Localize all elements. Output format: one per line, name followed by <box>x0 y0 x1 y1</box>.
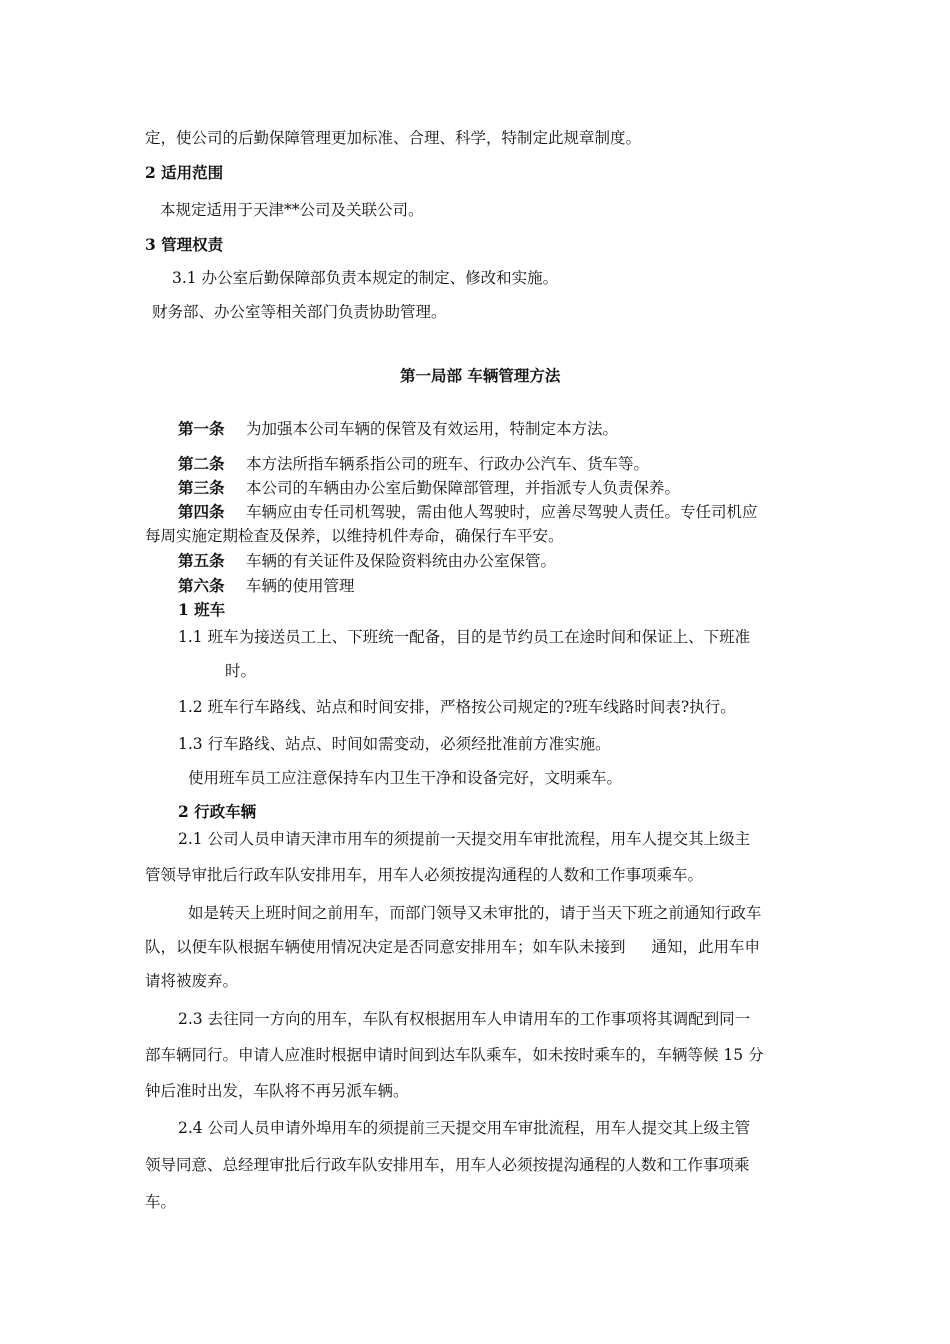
section-3-heading: 3 管理权责 <box>145 235 224 254</box>
article-text: 为加强本公司车辆的保管及有效运用，特制定本方法。 <box>246 420 619 438</box>
admin-item-2-4-end: 车。 <box>145 1193 177 1211</box>
admin-item-2-4: 2.4 公司人员申请外埠用车的须提前三天提交用车审批流程，用车人提交其上级主管 <box>178 1119 751 1137</box>
bus-item-1-1-cont: 时。 <box>225 662 257 680</box>
bus-item-1-3: 1.3 行车路线、站点、时间如需变动，必须经批准前方准实施。 <box>178 735 611 753</box>
article-text: 车辆应由专任司机驾驶，需由他人驾驶时，应善尽驾驶人责任。专任司机应 <box>246 503 758 521</box>
admin-item-2-1: 2.1 公司人员申请天津市用车的须提前一天提交用车审批流程，用车人提交其上级主 <box>178 830 751 848</box>
admin-item-2-3-end: 钟后准时出发，车队将不再另派车辆。 <box>145 1082 409 1100</box>
article-text: 本方法所指车辆系指公司的班车、行政办公汽车、货车等。 <box>246 455 650 473</box>
bus-item-1-4: 使用班车员工应注意保持车内卫生干净和设备完好，文明乘车。 <box>188 769 623 787</box>
article-1 <box>178 418 618 440</box>
admin-item-2-2: 如是转天上班时间之前用车，而部门领导又未审批的，请于当天下班之前通知行政车 <box>188 904 762 922</box>
section-3-item-2: 财务部、办公室等相关部门负责协助管理。 <box>152 303 447 321</box>
admin-heading: 2 行政车辆 <box>178 802 257 821</box>
admin-item-2-3-cont: 部车辆同行。申请人应准时根据申请时间到达车队乘车，如未按时乘车的，车辆等候 15 分 <box>145 1046 764 1064</box>
article-label: 第二条 <box>178 454 225 473</box>
section-3-item-1: 3.1 办公室后勤保障部负责本规定的制定、修改和实施。 <box>172 269 559 287</box>
article-2 <box>178 453 649 475</box>
intro-line: 定，使公司的后勤保障管理更加标准、合理、科学，特制定此规章制度。 <box>145 129 642 147</box>
admin-item-2-1-cont: 管领导审批后行政车队安排用车，用车人必须按提沟通程的人数和工作事项乘车。 <box>145 866 704 884</box>
article-label: 第五条 <box>178 551 225 570</box>
article-label: 第一条 <box>178 419 225 438</box>
bus-item-1-1: 1.1 班车为接送员工上、下班统一配备，目的是节约员工在途时间和保证上、下班准 <box>178 628 751 646</box>
section-2-text: 本规定适用于天津**公司及关联公司。 <box>160 201 424 219</box>
article-3 <box>178 477 680 499</box>
part-title: 第一局部 车辆管理方法 <box>400 366 561 385</box>
article-6 <box>178 575 355 597</box>
article-text: 本公司的车辆由办公室后勤保障部管理，并指派专人负责保养。 <box>246 479 681 497</box>
article-text: 车辆的有关证件及保险资料统由办公室保管。 <box>246 552 557 570</box>
article-5 <box>178 550 556 572</box>
admin-item-2-2-end: 请将被废弃。 <box>145 972 239 990</box>
article-4-continuation: 每周实施定期检查及保养，以维持机件寿命，确保行车平安。 <box>145 527 564 545</box>
admin-item-2-2-part-b: 通知，此用车申 <box>651 938 761 956</box>
section-2-heading: 2 适用范围 <box>145 163 224 182</box>
admin-item-2-2-part-a: 队，以便车队根据车辆使用情况决定是否同意安排用车；如车队未接到 <box>145 938 626 956</box>
bus-item-1-2: 1.2 班车行车路线、站点和时间安排，严格按公司规定的?班车线路时间表?执行。 <box>178 698 736 716</box>
admin-item-2-2-cont <box>145 936 760 958</box>
article-label: 第四条 <box>178 502 225 521</box>
article-label: 第三条 <box>178 478 225 497</box>
article-4 <box>178 501 758 523</box>
admin-item-2-4-cont: 领导同意、总经理审批后行政车队安排用车，用车人必须按提沟通程的人数和工作事项乘 <box>145 1156 750 1174</box>
article-text: 车辆的使用管理 <box>246 577 355 595</box>
article-label: 第六条 <box>178 576 225 595</box>
bus-heading: 1 班车 <box>178 600 226 619</box>
admin-item-2-3: 2.3 去往同一方向的用车，车队有权根据用车人申请用车的工作事项将其调配到同一 <box>178 1010 751 1028</box>
